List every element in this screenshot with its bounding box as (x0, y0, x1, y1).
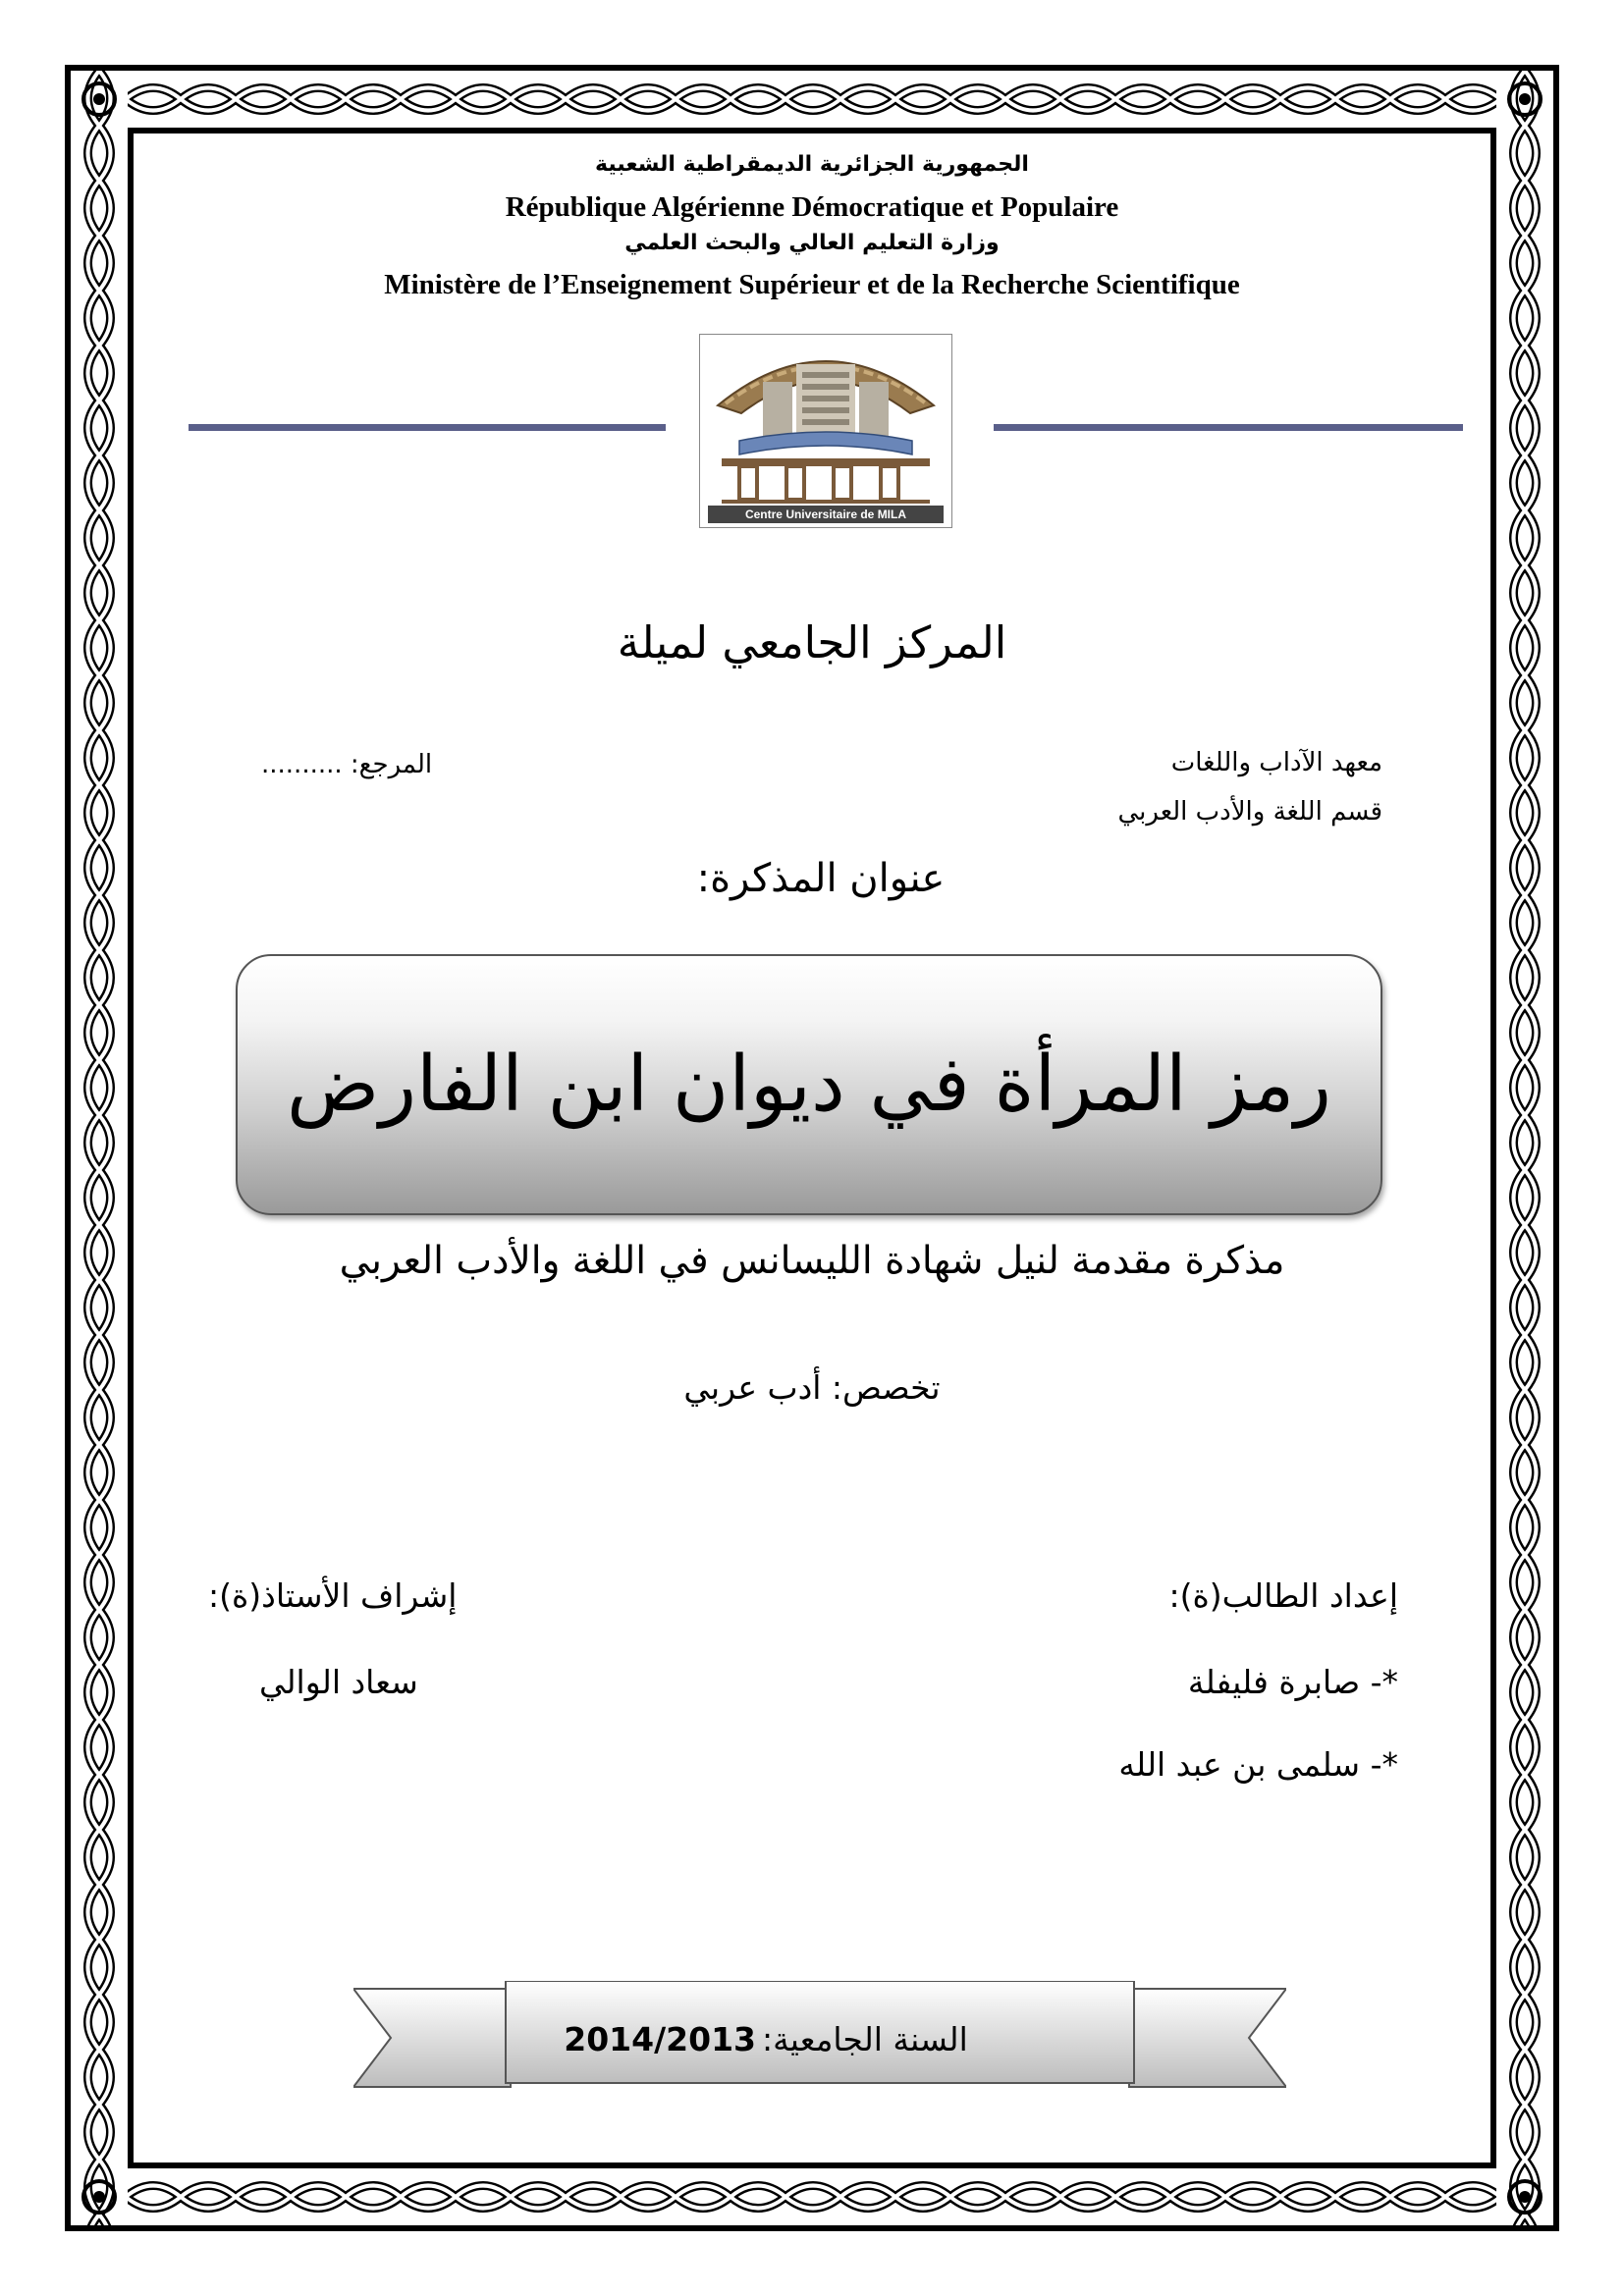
specialty: تخصص: أدب عربي (683, 1368, 941, 1407)
academic-year-value: 2014/2013 (564, 2019, 756, 2058)
thesis-title: رمز المرأة في ديوان ابن الفارض (287, 1041, 1331, 1129)
student-name: *- صابرة فليفلة (1187, 1663, 1398, 1701)
institute-name: معهد الآداب واللغات (1170, 748, 1382, 777)
corner-ornament-icon (77, 2174, 122, 2219)
republic-arabic: الجمهورية الجزائرية الديمقراطية الشعبية (595, 152, 1029, 177)
logo-caption: Centre Universitaire de MILA (708, 506, 944, 523)
supervisor-name: سعاد الوالي (259, 1663, 418, 1701)
department-name: قسم اللغة والأدب العربي (1117, 797, 1382, 827)
degree-statement: مذكرة مقدمة لنيل شهادة الليسانس في اللغة والأدب العربي (339, 1239, 1285, 1283)
students-label: إعداد الطالب(ة): (1168, 1576, 1398, 1615)
ministry-french: Ministère de l’Enseignement Supérieur et de la Recherche Scientifique (384, 269, 1240, 300)
republic-french: République Algérienne Démocratique et Populaire (505, 191, 1119, 223)
border-chain-bottom (71, 2168, 1553, 2225)
corner-ornament-icon (1502, 2174, 1547, 2219)
supervisor-label: إشراف الأستاذ(ة): (208, 1576, 458, 1615)
thesis-title-box (236, 954, 1382, 1215)
divider-left (189, 424, 666, 431)
border-chain-right (1496, 71, 1553, 2225)
border-chain-left (71, 71, 128, 2225)
corner-ornament-icon (1502, 77, 1547, 122)
university-logo (699, 334, 952, 528)
thesis-title-label: عنوان المذكرة: (696, 856, 946, 901)
institution-name: المركز الجامعي لميلة (617, 616, 1007, 668)
student-name: *- سلمى بن عبد الله (1118, 1745, 1398, 1784)
reference-number: المرجع: .......... (261, 750, 433, 779)
academic-year (506, 1995, 1026, 2083)
corner-ornament-icon (77, 77, 122, 122)
border-chain-top (71, 71, 1553, 128)
divider-right (994, 424, 1463, 431)
academic-year-label: السنة الجامعية: (762, 2019, 968, 2058)
ministry-arabic: وزارة التعليم العالي والبحث العلمي (624, 231, 1000, 255)
